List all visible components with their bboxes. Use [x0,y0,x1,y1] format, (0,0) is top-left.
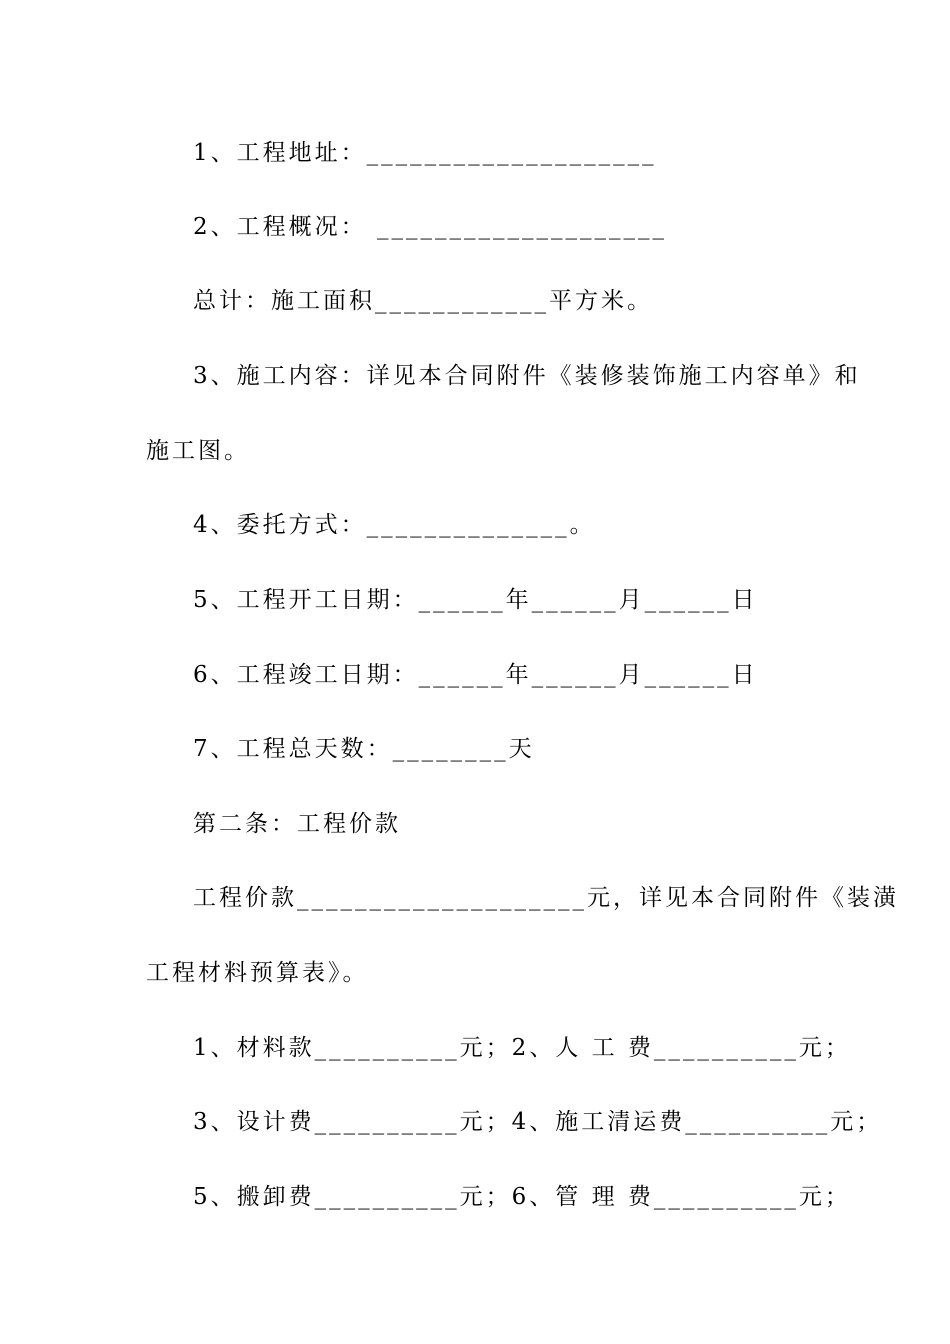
fee-line-design-cleanup: 3、设计费__________元；4、施工清运费__________元； [193,1109,883,1135]
article-two-heading: 第二条：工程价款 [193,811,401,837]
start-date-line: 5、工程开工日期：______年______月______日 [193,587,758,613]
project-price-line-continued: 工程材料预算表》。 [146,960,369,986]
construction-content-line-continued: 施工图。 [146,438,250,464]
construction-content-line: 3、施工内容：详见本合同附件《装修装饰施工内容单》和 [193,363,861,389]
project-overview-line: 2、工程概况： ____________________ [193,214,667,240]
fee-line-materials-labor: 1、材料款__________元；2、人 工 费__________元； [193,1035,851,1061]
fee-line-moving-management: 5、搬卸费__________元；6、管 理 费__________元； [193,1184,851,1210]
total-days-line: 7、工程总天数：________天 [193,736,535,762]
total-area-line: 总计：施工面积____________平方米。 [193,288,653,314]
commission-method-line: 4、委托方式：______________。 [193,512,596,538]
project-address-line: 1、工程地址：____________________ [193,140,657,166]
project-price-line: 工程价款____________________元，详见本合同附件《装潢 [193,885,899,911]
completion-date-line: 6、工程竣工日期：______年______月______日 [193,662,758,688]
